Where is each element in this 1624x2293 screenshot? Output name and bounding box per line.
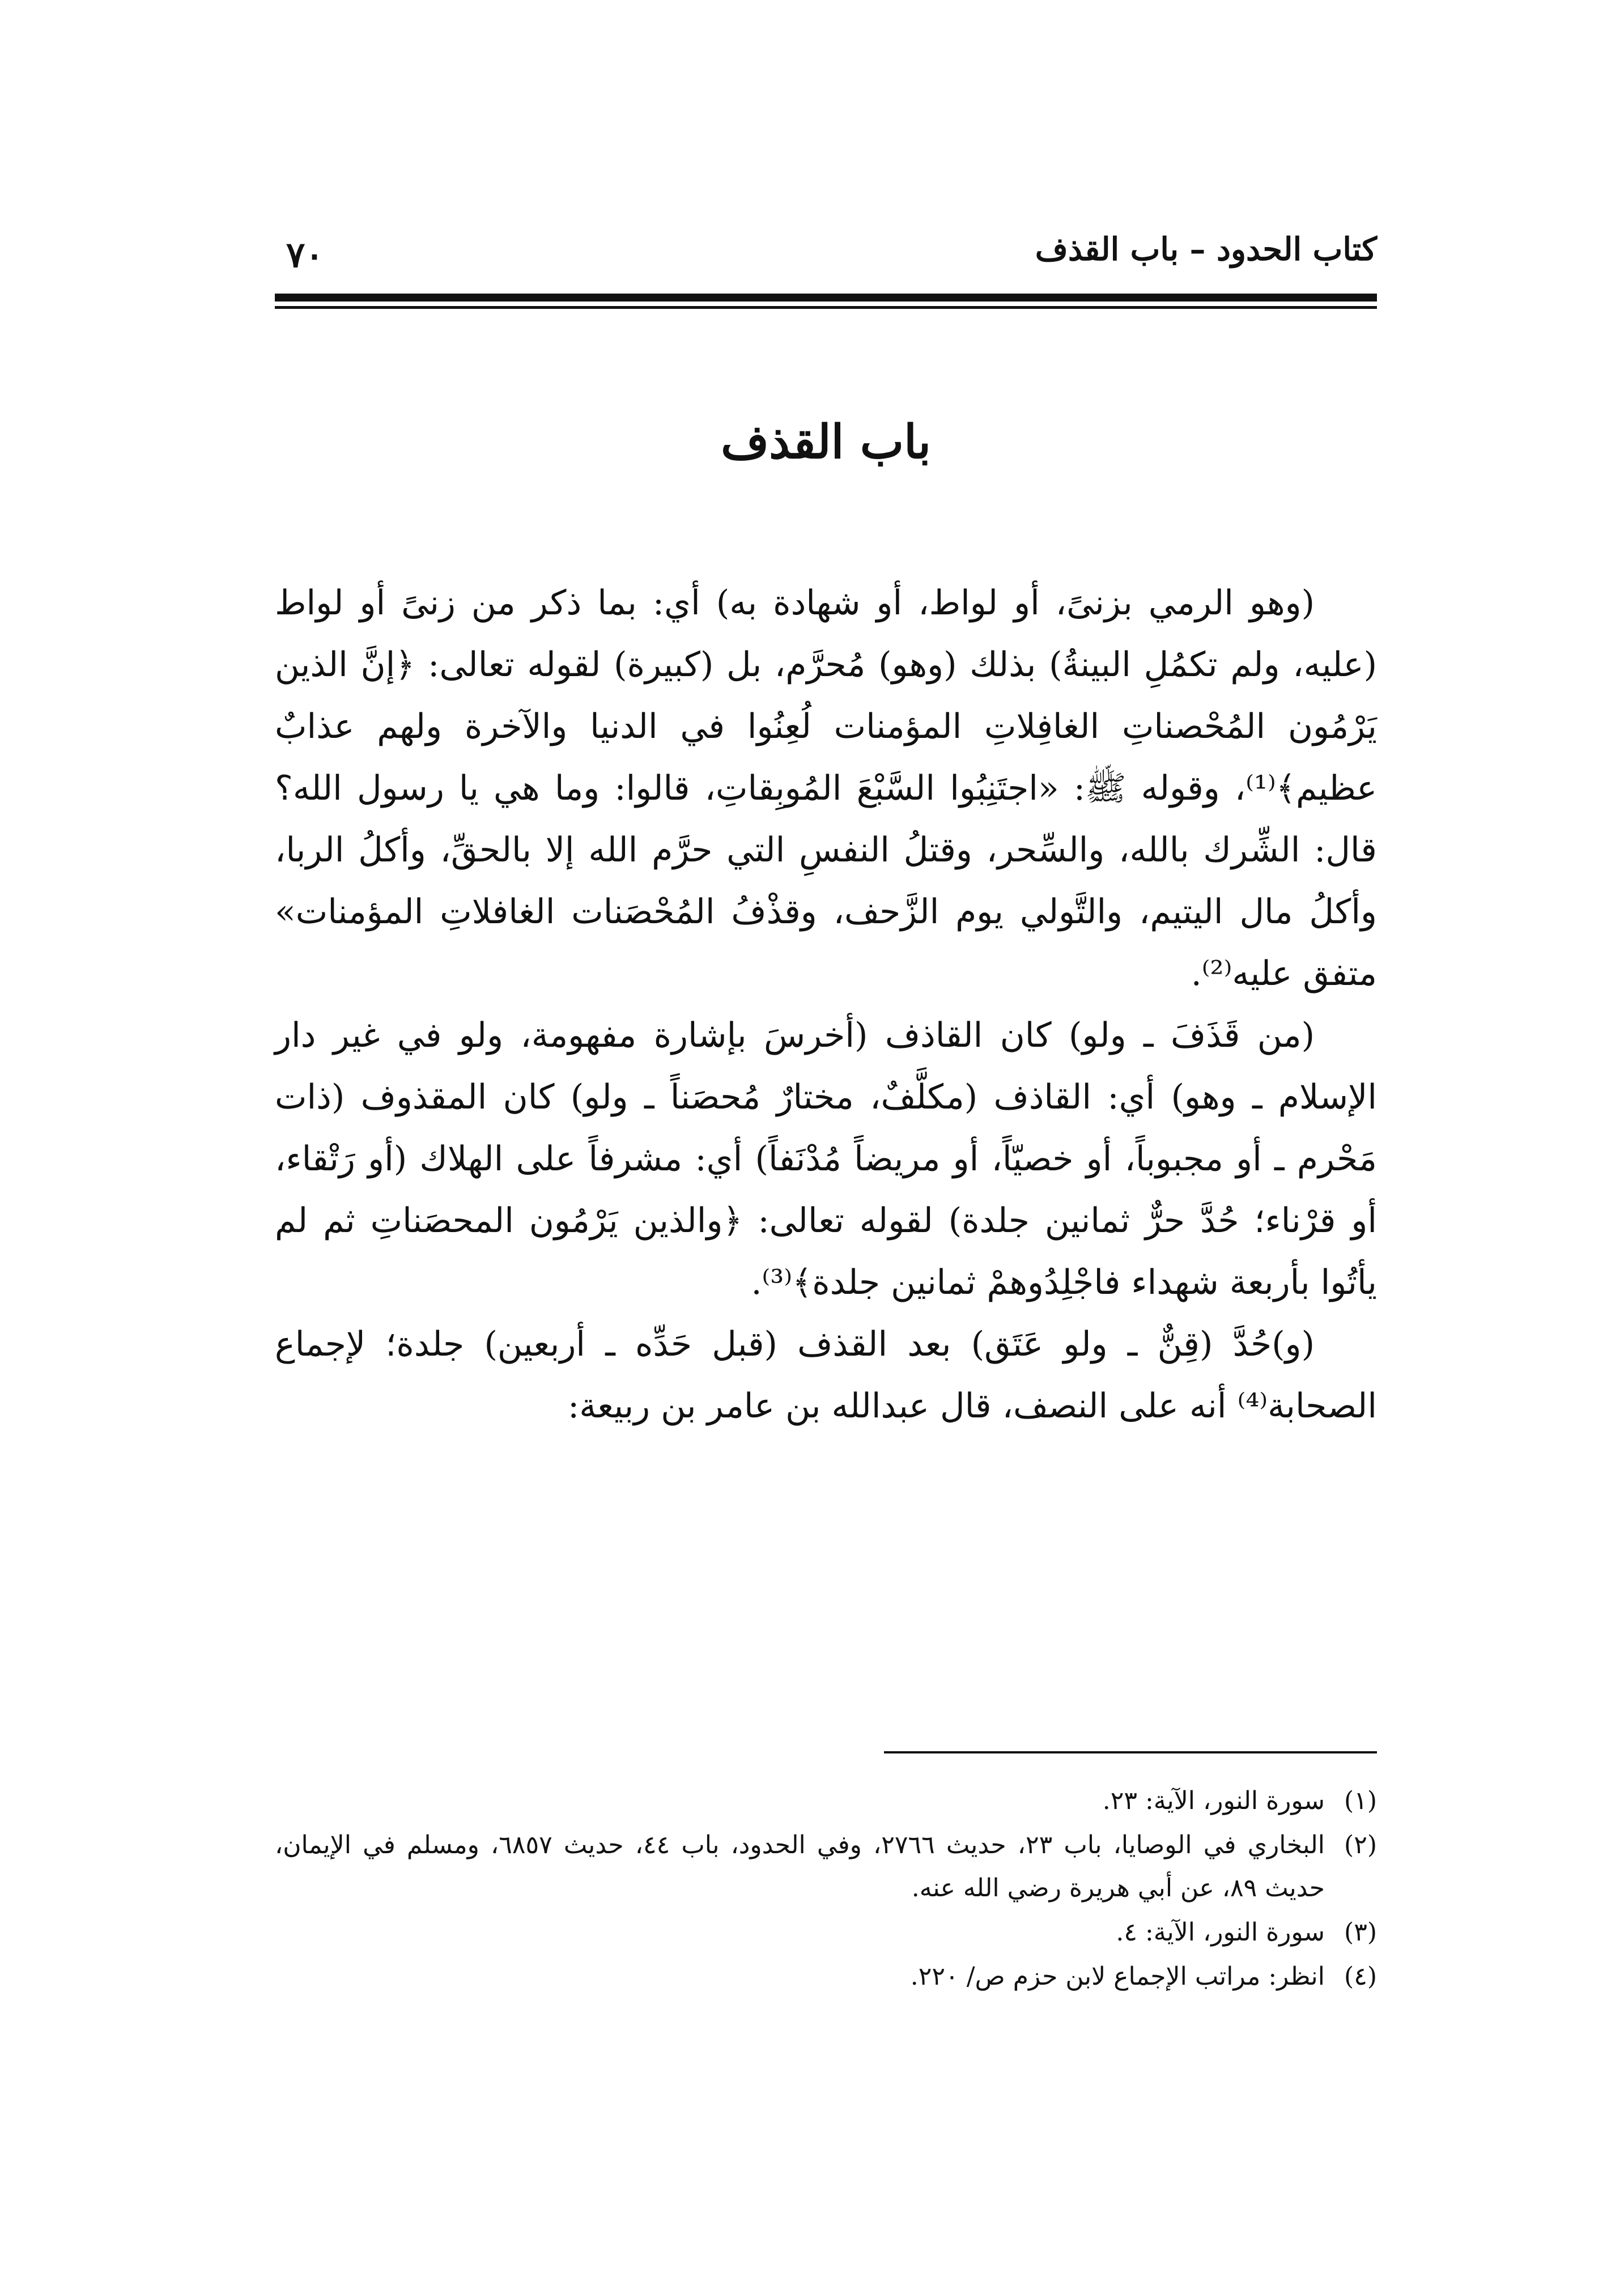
- header-rule-thick: [275, 294, 1377, 302]
- footnote-1: [275, 1780, 1377, 1823]
- paragraph-1: (وهو الرمي بزنىً، أو لواط، أو شهادة به) أي: بما ذكر من زنىً أو لواط (عليه، ولم تكمُلِ البينةُ) بذلك (وهو) مُحرَّم، بل (كبيرة) لقوله تعالى: ﴿إنَّ الذين يَرْمُون المُحْصناتِ الغافِلاتِ المؤمنات لُعِنُوا في الدنيا والآخرة ولهم عذابٌ عظيم﴾⁽¹⁾، وقوله ﷺ: «اجتَنِبُوا السَّبْعَ المُوبِقاتِ، قالوا: وما هي يا رسول الله؟ قال: الشِّرك بالله، والسِّحر، وقتلُ النفسِ التي حرَّم الله إلا بالحقِّ، وأكلُ الربا، وأكلُ مال اليتيم، والتَّولي يوم الزَّحف، وقذْفُ المُحْصَنات الغافلاتِ المؤمنات» متفق عليه⁽²⁾.: [275, 583, 1378, 993]
- footnote-4: [275, 1955, 1377, 1998]
- footnote-text: البخاري في الوصايا، باب ٢٣، حديث ٢٧٦٦، وفي الحدود، باب ٤٤، حديث ٦٨٥٧، ومسلم في الإيمان، حديث ٨٩، عن أبي هريرة رضي الله عنه.: [275, 1831, 1325, 1903]
- footnote-text: انظر: مراتب الإجماع لابن حزم ص/ ٢٢٠.: [910, 1962, 1325, 1991]
- footnote-separator: [884, 1751, 1377, 1753]
- footnote-number: (٢): [1344, 1831, 1377, 1859]
- body-text: [275, 572, 1377, 1437]
- footnote-3: [275, 1911, 1377, 1954]
- footnote-number: (٤): [1344, 1962, 1377, 1991]
- header-rule-thin: [275, 306, 1377, 309]
- footnote-text: سورة النور، الآية: ٢٣.: [1102, 1786, 1325, 1815]
- footnote-number: (١): [1344, 1786, 1377, 1815]
- paragraph-2: (من قَذَفَ ـ ولو) كان القاذف (أخرسَ بإشارة مفهومة، ولو في غير دار الإسلام ـ وهو) أي: القاذف (مكلَّفٌ، مختارٌ مُحصَناً ـ ولو) كان المقذوف (ذات مَحْرم ـ أو مجبوباً، أو خصيّاً، أو مريضاً مُدْنَفاً) أي: مشرفاً على الهلاك (أو رَتْقاء، أو قرْناء؛ حُدَّ حرٌّ ثمانين جلدة) لقوله تعالى: ﴿والذين يَرْمُون المحصَناتِ ثم لم يأتُوا بأربعة شهداء فاجْلِدُوهمْ ثمانين جلدة﴾⁽³⁾.: [275, 1016, 1377, 1302]
- footnotes: [275, 1780, 1377, 1999]
- paragraph-3: (و)حُدَّ (قِنٌّ ـ ولو عَتَق) بعد القذف (قبل حَدِّه ـ أربعين) جلدة؛ لإجماع الصحابة⁽⁴⁾ أنه على النصف، قال عبدالله بن عامر بن ربيعة:: [275, 1324, 1377, 1426]
- running-header: [275, 227, 1377, 275]
- footnote-text: سورة النور، الآية: ٤.: [1116, 1918, 1325, 1947]
- chapter-title: باب القذف: [721, 415, 931, 469]
- running-title: كتاب الحدود – باب القذف: [1035, 231, 1377, 268]
- footnote-number: (٣): [1344, 1918, 1377, 1947]
- footnote-2: [275, 1824, 1377, 1910]
- page-number: ٧٠: [286, 234, 324, 275]
